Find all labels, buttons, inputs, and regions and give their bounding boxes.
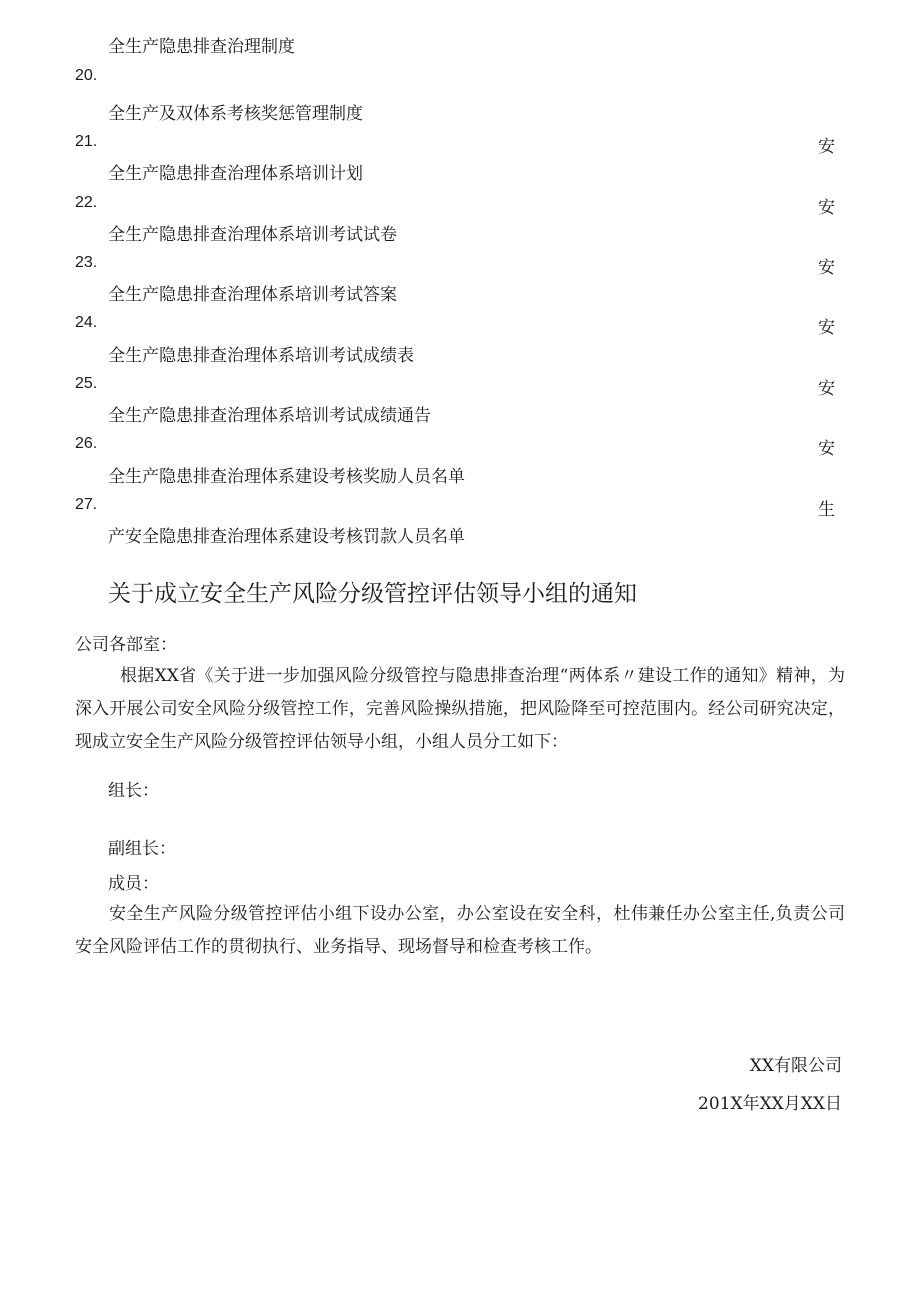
leader-label: 组长：: [108, 781, 159, 801]
list-item-trailing-char: 安: [818, 258, 835, 278]
list-item-trailing-char: 安: [818, 379, 835, 399]
list-item-text: 全生产隐患排查治理体系培训考试成绩表: [108, 346, 414, 366]
signature-date: 201X年XX月XX日: [698, 1094, 842, 1114]
signature-company: XX有限公司: [749, 1056, 842, 1076]
list-item-number: 21.: [75, 133, 98, 150]
list-item-number: 24.: [75, 314, 98, 331]
notice-paragraph-2: 安全生产风险分级管控评估小组下设办公室，办公室设在安全科，杜伟兼任办公室主任,负责公司安全风险评估工作的贯彻执行、业务指导、现场督导和检查考核工作。: [75, 904, 845, 957]
list-item-text: 产安全隐患排查治理体系建设考核罚款人员名单: [108, 527, 465, 547]
notice-title: 关于成立安全生产风险分级管控评估领导小组的通知: [108, 581, 637, 607]
notice-paragraph-1: 根据XX省《关于进一步加强风险分级管控与隐患排查治理“两体系〃建设工作的通知》精神，为深入开展公司安全风险分级管控工作，完善风险操纵措施，把风险降至可控范围内。经公司研究决定，现成立安全生产风险分级管控评估领导小组，小组人员分工如下：: [75, 666, 845, 752]
list-item-text: 全生产隐患排查治理体系培训考试答案: [108, 285, 397, 305]
list-item-text: 全生产隐患排查治理体系培训考试试卷: [108, 225, 397, 245]
list-item-text: 全生产隐患排查治理体系培训计划: [108, 164, 363, 184]
list-item-trailing-char: 安: [818, 318, 835, 338]
list-item-trailing-char: 安: [818, 439, 835, 459]
list-item-number: 27.: [75, 496, 98, 513]
list-item-number: 26.: [75, 435, 98, 452]
list-item-number: 23.: [75, 254, 98, 271]
list-first-item-text: 全生产隐患排查治理制度: [108, 37, 295, 57]
list-item-trailing-char: 安: [818, 137, 835, 157]
list-item-trailing-char: 安: [818, 198, 835, 218]
list-item-text: 全生产隐患排查治理体系培训考试成绩通告: [108, 406, 431, 426]
list-item-number: 20.: [75, 67, 98, 84]
list-item-text: 全生产及双体系考核奖惩管理制度: [108, 104, 363, 124]
list-item-trailing-char: 生: [818, 500, 835, 520]
list-item-number: 25.: [75, 375, 98, 392]
list-item-text: 全生产隐患排查治理体系建设考核奖励人员名单: [108, 467, 465, 487]
list-item-number: 22.: [75, 194, 98, 211]
members-label: 成员：: [108, 874, 159, 894]
notice-salutation: 公司各部室：: [75, 635, 177, 655]
deputy-leader-label: 副组长：: [108, 839, 176, 859]
